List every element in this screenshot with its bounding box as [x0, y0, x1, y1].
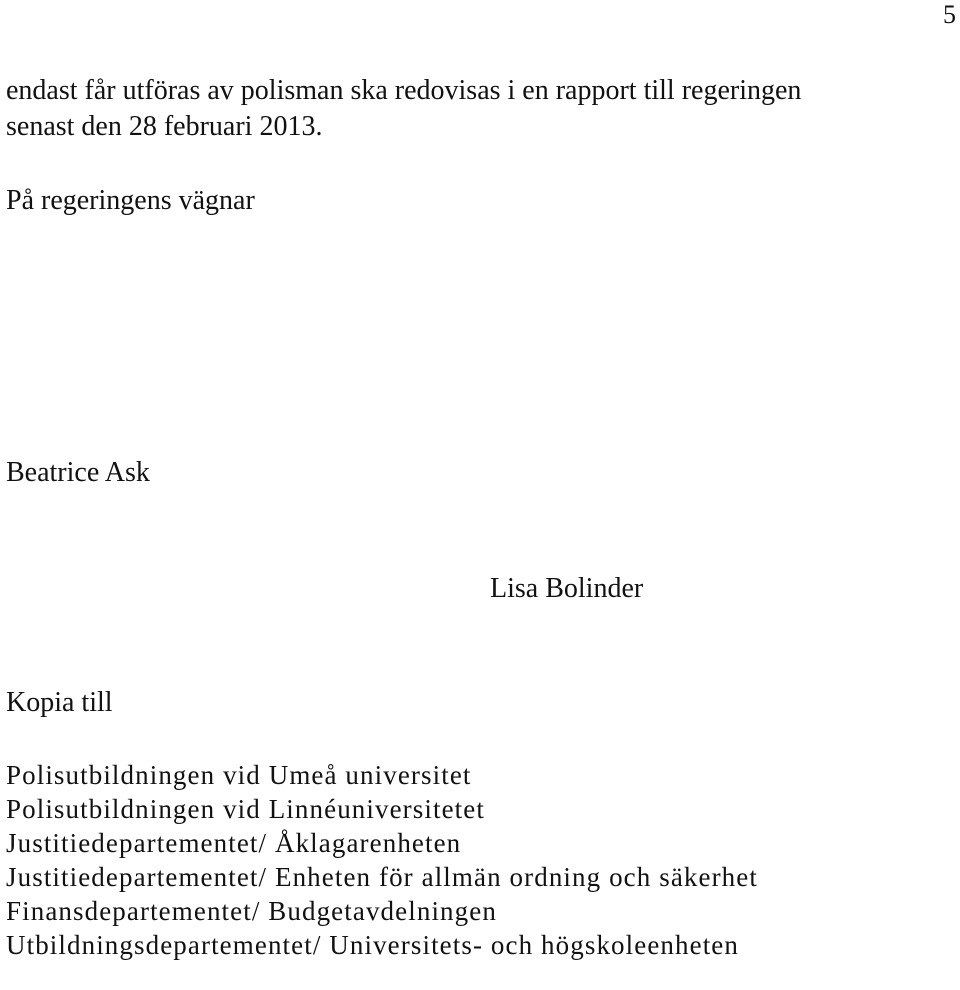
recipient-list [6, 758, 758, 962]
page-number: 5 [943, 0, 956, 29]
body-text-line-1: endast får utföras av polisman ska redovisas i en rapport till regeringen [6, 75, 802, 106]
official-signature: Lisa Bolinder [490, 573, 644, 604]
recipient-item: Justitiedepartementet/ Enheten för allmän ordning och säkerhet [6, 862, 758, 892]
body-text-line-2: senast den 28 februari 2013. [6, 111, 323, 142]
minister-signature: Beatrice Ask [6, 457, 150, 488]
recipient-item: Justitiedepartementet/ Åklagarenheten [6, 828, 462, 858]
recipient-item: Polisutbildningen vid Linnéuniversitetet [6, 794, 485, 824]
copy-heading: Kopia till [6, 687, 113, 718]
signoff: På regeringens vägnar [6, 185, 255, 216]
recipient-item: Finansdepartementet/ Budgetavdelningen [6, 896, 497, 926]
recipient-item: Polisutbildningen vid Umeå universitet [6, 760, 472, 790]
recipient-item: Utbildningsdepartementet/ Universitets- och högskoleenheten [6, 930, 739, 960]
